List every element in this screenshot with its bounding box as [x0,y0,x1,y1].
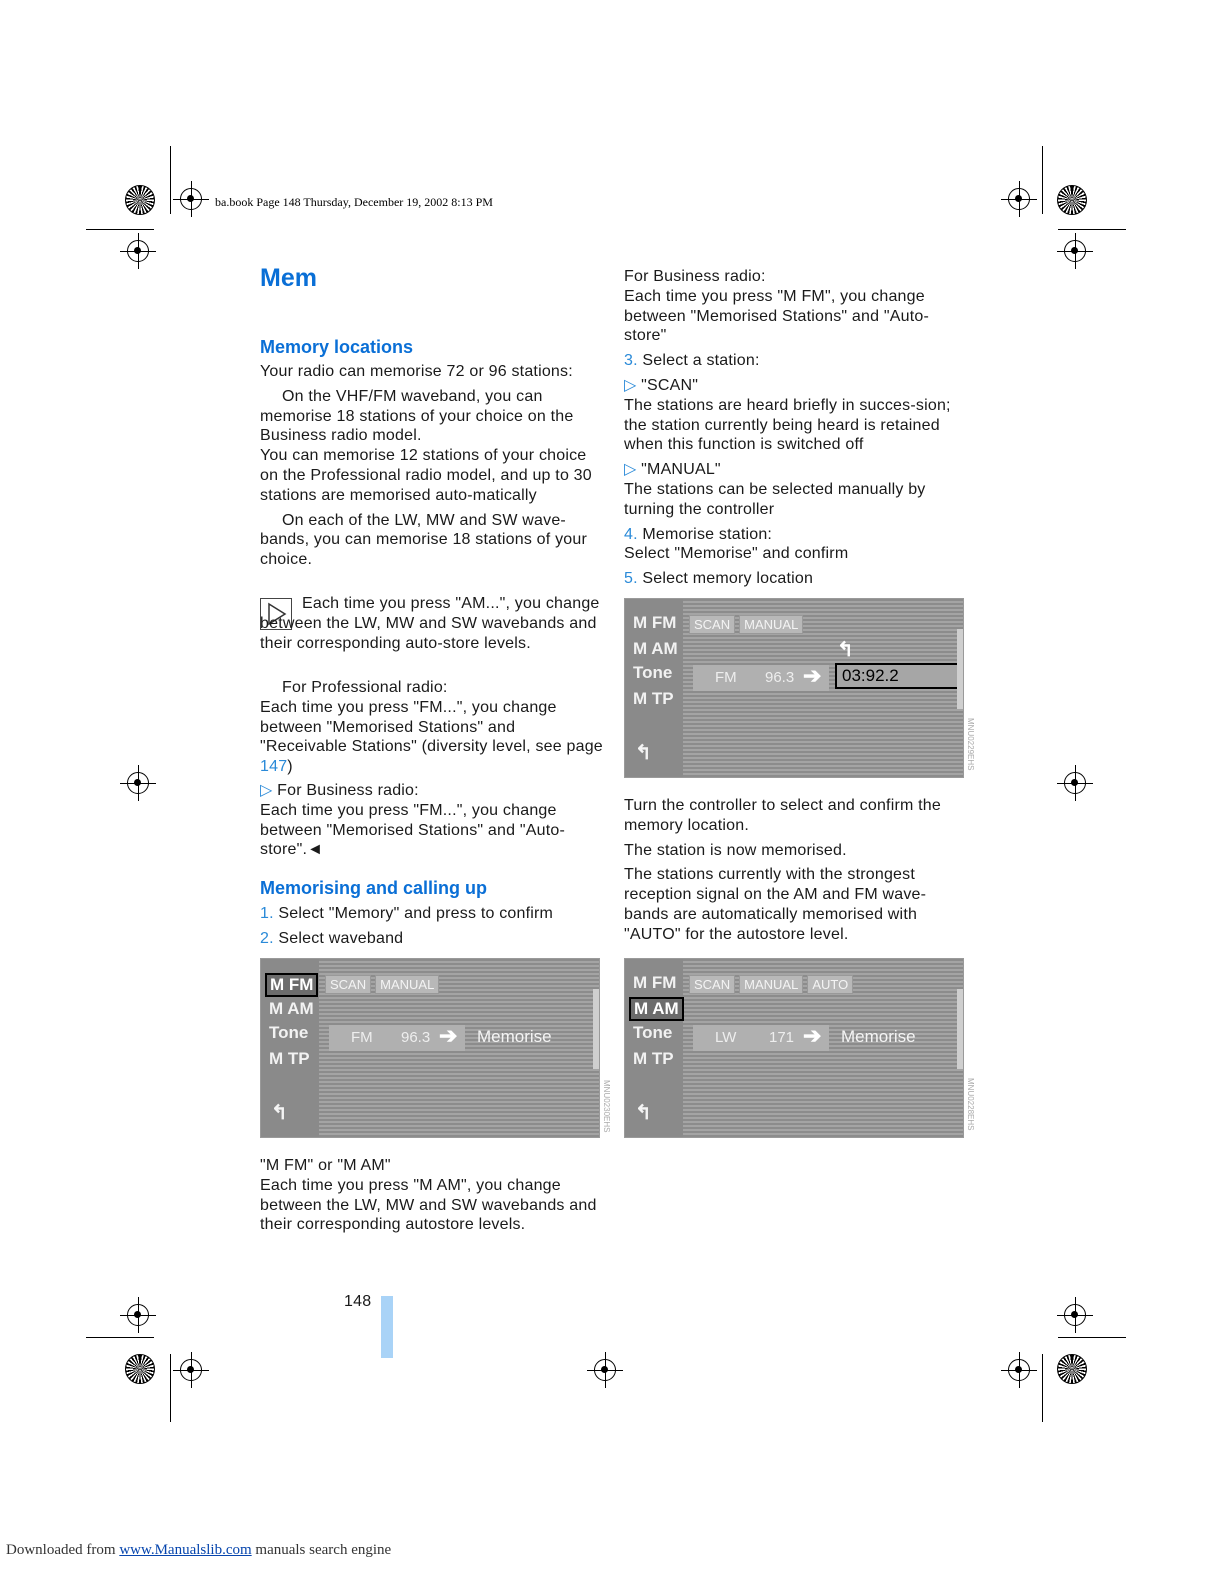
step-number: 1. [260,905,274,922]
memory-location-field[interactable]: 03:92.2 [835,663,961,689]
bullet-triangle-icon: ▷ [624,461,642,479]
back-icon[interactable]: ↰ [635,1102,652,1124]
scrollbar[interactable] [593,989,599,1069]
manual-label: "MANUAL" [641,461,721,479]
tab-manual[interactable]: MANUAL [739,975,803,994]
step-text: Memorise station: [642,525,773,543]
note-text: Each time you press "AM...", you change between the LW, MW and SW wavebands and their corresponding auto-store levels. [260,595,600,652]
memorise-option[interactable]: Memorise [477,1027,552,1046]
professional-label: For Professional radio: [282,679,448,696]
page-title: Mem [260,264,317,292]
tab-auto[interactable]: AUTO [807,975,853,994]
menu-item-mtp[interactable]: M TP [633,689,674,708]
return-icon[interactable]: ↰ [837,639,854,661]
paragraph-am: On each of the LW, MW and SW wave-bands, you can memorise 18 stations of your choice. [260,511,587,569]
intro: Your radio can memorise 72 or 96 stations: [260,363,573,380]
scan-text: The stations are heard briefly in succes-sion; the station currently being heard is retained when this function is switched off [624,396,951,454]
arrow-right-icon: ➔ [803,663,822,688]
tab-manual[interactable]: MANUAL [375,975,439,994]
tab-scan[interactable]: SCAN [325,975,371,994]
menu-item-mam[interactable]: M AM [633,639,678,658]
step4-text: Select "Memorise" and confirm [624,545,849,563]
back-icon[interactable]: ↰ [635,742,652,764]
menu-item-mtp[interactable]: M TP [633,1049,674,1068]
memorise-option[interactable]: Memorise [841,1027,916,1046]
footer [6,1542,391,1559]
waveband-label: "M FM" or "M AM" [260,1157,391,1174]
arrow-right-icon: ➔ [439,1023,458,1048]
frequency: 96.3 [765,669,795,686]
menu-item-mam[interactable]: M AM [269,999,314,1018]
waveband-text: Each time you press "M AM", you change between the LW, MW and SW wavebands and their corresponding autostore levels. [260,1176,597,1234]
right-column-top [624,267,969,589]
business-radio-bullet [260,781,605,860]
section-heading-memory-locations: Memory locations [260,337,414,357]
scrollbar[interactable] [957,629,963,709]
screen-waveband [260,958,600,1138]
band-label: LW [715,1029,737,1046]
right-column-bottom [624,796,969,945]
step-number: 3. [624,352,638,370]
step-number: 4. [624,525,638,543]
tab-manual[interactable]: MANUAL [739,615,803,634]
footer-prefix: Downloaded from [6,1542,120,1558]
screen-memory-location [624,598,964,778]
band-label: FM [351,1029,373,1046]
tab-scan[interactable]: SCAN [689,975,735,994]
menu-item-mfm[interactable]: M FM [265,973,318,997]
step-text: Select waveband [278,929,404,947]
menu-item-mfm[interactable]: M FM [633,973,677,992]
band-label: FM [715,669,737,686]
step-text: Select "Memory" and press to confirm [278,905,554,922]
menu-item-tone[interactable]: Tone [633,1023,673,1042]
professional-text: Each time you press "FM...", you change between "Memorised Stations" and "Receivable Stations" (diversity level, see page [260,698,603,756]
tab-scan[interactable]: SCAN [689,615,735,634]
frequency: 171 [769,1029,795,1046]
professional-text-end: ) [287,758,293,776]
menu-item-mam[interactable]: M AM [629,997,684,1021]
business-label: For Business radio: [624,268,766,285]
menu-item-mtp[interactable]: M TP [269,1049,310,1068]
image-code: MNU0228EHS [966,1078,975,1131]
page-number: 148 [344,1293,372,1310]
footer-link[interactable]: www.Manualslib.com [119,1542,252,1558]
menu-item-tone[interactable]: Tone [269,1023,309,1042]
step-number: 2. [260,929,274,947]
scrollbar[interactable] [957,989,963,1069]
print-header: ba.book Page 148 Thursday, December 19, 2002 8:13 PM [215,195,493,209]
manual-text: The stations can be selected manually by turning the controller [624,480,926,518]
page-tab-bar [381,1296,393,1358]
arrow-right-icon: ➔ [803,1023,822,1048]
professional-radio-block [260,678,605,777]
screen-autostore [624,958,964,1138]
page-link-147[interactable]: 147 [260,758,288,776]
memory-locations-body [260,362,605,570]
image-code: MNU0230EHS [602,1080,611,1133]
business-text: Each time you press "M FM", you change between "Memorised Stations" and "Auto-store" [624,287,929,345]
step-number: 5. [624,570,638,588]
after-text-2: The station is now memorised. [624,841,847,859]
bullet-label: For Business radio: [277,782,419,799]
waveband-explanation [260,1156,605,1235]
section-heading-memorising: Memorising and calling up [260,878,488,898]
image-code: MNU0229EHS [966,718,975,771]
frequency: 96.3 [401,1029,431,1046]
bullet-triangle-icon: ▷ [260,782,278,799]
after-text-3: The stations currently with the strongest reception signal on the AM and FM wave-bands are automatically memorised with "AUTO" for the autostore level. [624,866,927,943]
scan-label: "SCAN" [641,376,699,394]
footer-suffix: manuals search engine [251,1542,392,1558]
menu-item-mfm[interactable]: M FM [633,613,677,632]
bullet-text: Each time you press "FM...", you change between "Memorised Stations" and "Auto-store".◄ [260,801,565,859]
paragraph-professional: You can memorise 12 stations of your choice on the Professional radio model, and up to 30 stations are memorised auto-matically [260,447,592,504]
step-text: Select memory location [642,570,814,588]
memorising-steps [260,904,605,949]
menu-item-tone[interactable]: Tone [633,663,673,682]
back-icon[interactable]: ↰ [271,1102,288,1124]
bullet-triangle-icon: ▷ [624,376,642,394]
step-text: Select a station: [642,352,760,370]
paragraph-fm: On the VHF/FM waveband, you can memorise 18 stations of your choice on the Business radio model. [260,387,574,445]
after-text-1: Turn the controller to select and confirm the memory location. [624,797,941,834]
